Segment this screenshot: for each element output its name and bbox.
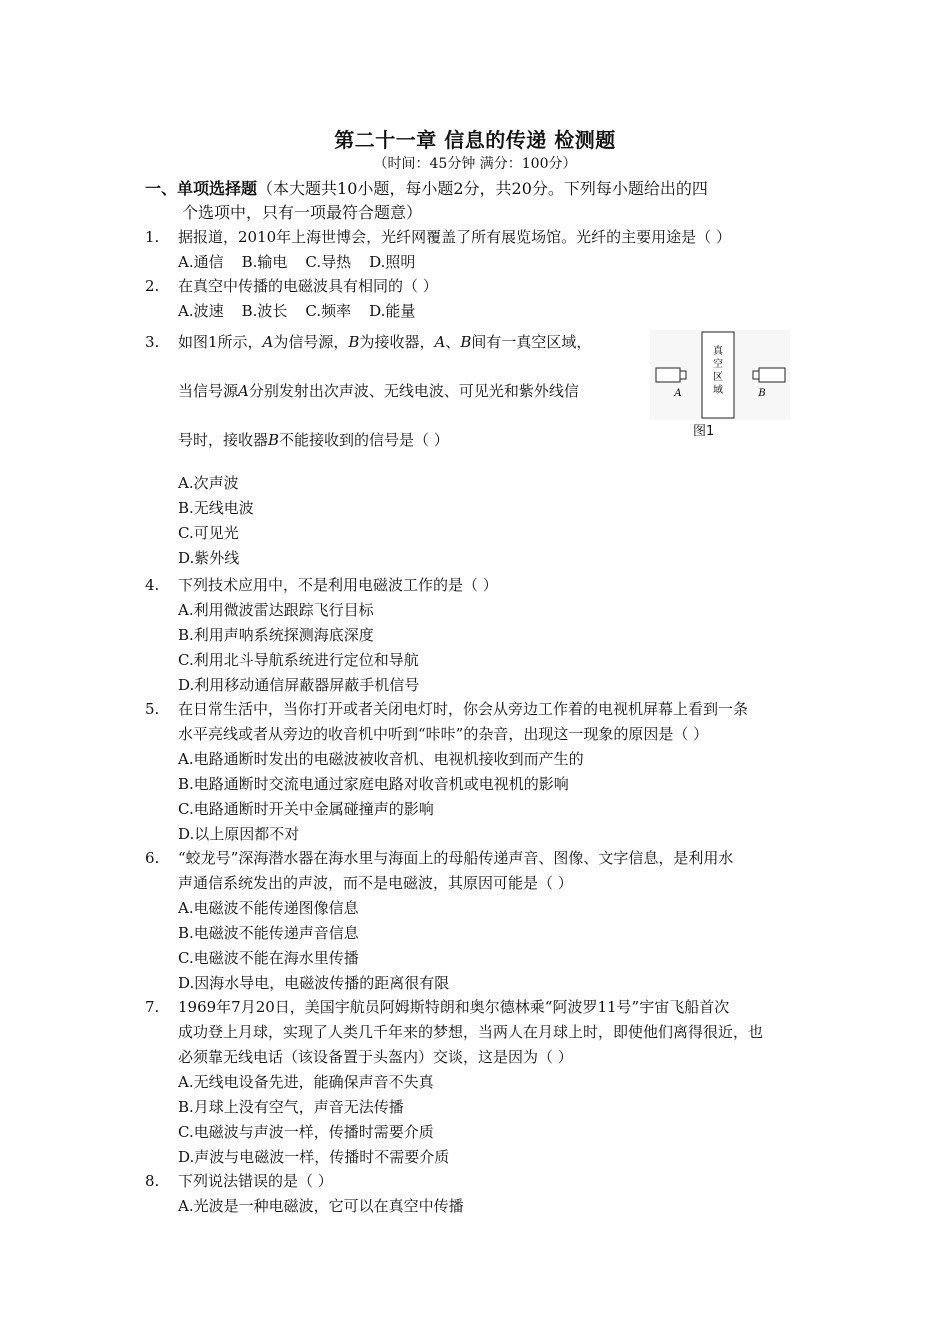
section-heading: [145, 177, 815, 225]
question-text: 下列技术应用中，不是利用电磁波工作的是（ ）: [178, 576, 498, 594]
question-text-line-2: 成功登上月球，实现了人类几千年来的梦想，当两人在月球上时，即使他们离得很近，也: [178, 1023, 764, 1041]
question-text: 据报道，2010年上海世博会，光纤网覆盖了所有展览场馆。光纤的主要用途是（ ）: [178, 228, 731, 246]
signal-source-box: [656, 368, 680, 382]
option-b: B.波长: [241, 302, 288, 320]
question-text-line-2: 声通信系统发出的声波，而不是电磁波，其原因可能是（ ）: [178, 874, 573, 892]
question-text-line-1: “蛟龙号”深海潜水器在海水里与海面上的母船传递声音、图像、文字信息，是利用水: [178, 849, 734, 867]
option-a: A.电磁波不能传递图像信息: [178, 899, 359, 917]
vacuum-char-2: 空: [713, 359, 723, 370]
option-a: A.波速: [178, 302, 224, 320]
option-b: B.无线电波: [178, 499, 254, 517]
option-c: C.电磁波与声波一样，传播时需要介质: [178, 1123, 434, 1141]
question-text-line-1: 1969年7月20日，美国宇航员阿姆斯特朗和奥尔德林乘“阿波罗11号”宇宙飞船首次: [178, 998, 730, 1016]
receiver-tip: [753, 371, 759, 379]
question-7: [145, 995, 810, 1170]
option-c: C.电路通断时开关中金属碰撞声的影响: [178, 800, 434, 818]
label-b: B: [758, 388, 766, 399]
question-text-line-2: 水平亮线或者从旁边的收音机中听到“咔咔”的杂音，出现这一现象的原因是（ ）: [178, 725, 709, 743]
option-c: C.电磁波不能在海水里传播: [178, 949, 359, 967]
receiver-box: [759, 368, 785, 382]
section-desc-line1: （本大题共10小题，每小题2分，共20分。下列每小题给出的四: [257, 179, 708, 198]
option-a: A.利用微波雷达跟踪飞行目标: [178, 601, 374, 619]
question-number: 2.: [145, 277, 160, 295]
option-c: C.导热: [305, 253, 352, 271]
question-text-line-3: 必须靠无线电话（该设备置于头盔内）交谈，这是因为（ ）: [178, 1048, 573, 1066]
page-title: 第二十一章 信息的传递 检测题: [334, 128, 616, 152]
question-number: 5.: [145, 700, 160, 718]
options-list: [178, 471, 625, 571]
option-b: B.电路通断时交流电通过家庭电路对收音机或电视机的影响: [178, 775, 569, 793]
option-d: D.声波与电磁波一样，传播时不需要介质: [178, 1148, 450, 1166]
option-b: B.电磁波不能传递声音信息: [178, 924, 359, 942]
option-d: D.能量: [369, 302, 416, 320]
var-a: A: [262, 333, 274, 351]
option-a: A.电路通断时发出的电磁波被收音机、电视机接收到而产生的: [178, 750, 584, 768]
options-row: [178, 250, 810, 275]
vacuum-char-1: 真: [713, 346, 723, 357]
signal-source-tip: [680, 371, 686, 379]
question-1: [145, 225, 810, 275]
question-4: [145, 573, 810, 698]
option-b: B.输电: [241, 253, 288, 271]
question-8: [145, 1169, 810, 1219]
question-number: 3.: [145, 333, 160, 351]
option-d: D.因海水导电，电磁波传播的距离很有限: [178, 974, 450, 992]
option-d: D.紫外线: [178, 549, 240, 567]
question-text: 下列说法错误的是（ ）: [178, 1172, 333, 1190]
option-a: A.光波是一种电磁波，它可以在真空中传播: [178, 1197, 464, 1215]
question-number: 4.: [145, 576, 160, 594]
question-number: 1.: [145, 228, 160, 246]
label-a: A: [674, 388, 682, 399]
figure-caption: 图1: [693, 424, 715, 439]
question-5: [145, 697, 810, 847]
option-d: D.利用移动通信屏蔽器屏蔽手机信号: [178, 676, 420, 694]
option-c: C.频率: [305, 302, 352, 320]
question-text-line-2: 当信号源A分别发射出次声波、无线电波、可见光和紫外线信: [178, 382, 579, 400]
question-number: 8.: [145, 1172, 160, 1190]
question-3: [145, 330, 625, 571]
option-c: C.利用北斗导航系统进行定位和导航: [178, 651, 419, 669]
question-6: [145, 846, 810, 996]
page-subtitle: （时间：45分钟 满分：100分）: [373, 156, 577, 172]
option-b: B.月球上没有空气，声音无法传播: [178, 1098, 404, 1116]
question-text-line-1: 如图1所示，A为信号源，B为接收器，A、B间有一真空区域，: [178, 333, 592, 351]
question-text-line-1: 在日常生活中，当你打开或者关闭电灯时，你会从旁边工作着的电视机屏幕上看到一条: [178, 700, 749, 718]
option-d: D.以上原因都不对: [178, 825, 300, 843]
option-c: C.可见光: [178, 524, 239, 542]
question-number: 6.: [145, 849, 160, 867]
question-number: 7.: [145, 998, 160, 1016]
question-text-line-3: 号时，接收器B不能接收到的信号是（ ）: [178, 431, 449, 449]
vacuum-char-4: 域: [713, 385, 723, 396]
options-row: [178, 299, 810, 324]
option-a: A.通信: [178, 253, 224, 271]
option-a: A.无线电设备先进，能确保声音不失真: [178, 1073, 434, 1091]
question-text: 在真空中传播的电磁波具有相同的（ ）: [178, 277, 438, 295]
vacuum-char-3: 区: [713, 372, 723, 383]
option-b: B.利用声呐系统探测海底深度: [178, 626, 374, 644]
option-d: D.照明: [369, 253, 416, 271]
section-title: 一、单项选择题: [145, 179, 258, 198]
figure-1-diagram: [650, 330, 790, 438]
question-2: [145, 274, 810, 324]
option-a: A.次声波: [178, 474, 239, 492]
section-desc-line2: 个选项中，只有一项最符合题意）: [182, 203, 423, 222]
var-b: B: [348, 333, 360, 351]
